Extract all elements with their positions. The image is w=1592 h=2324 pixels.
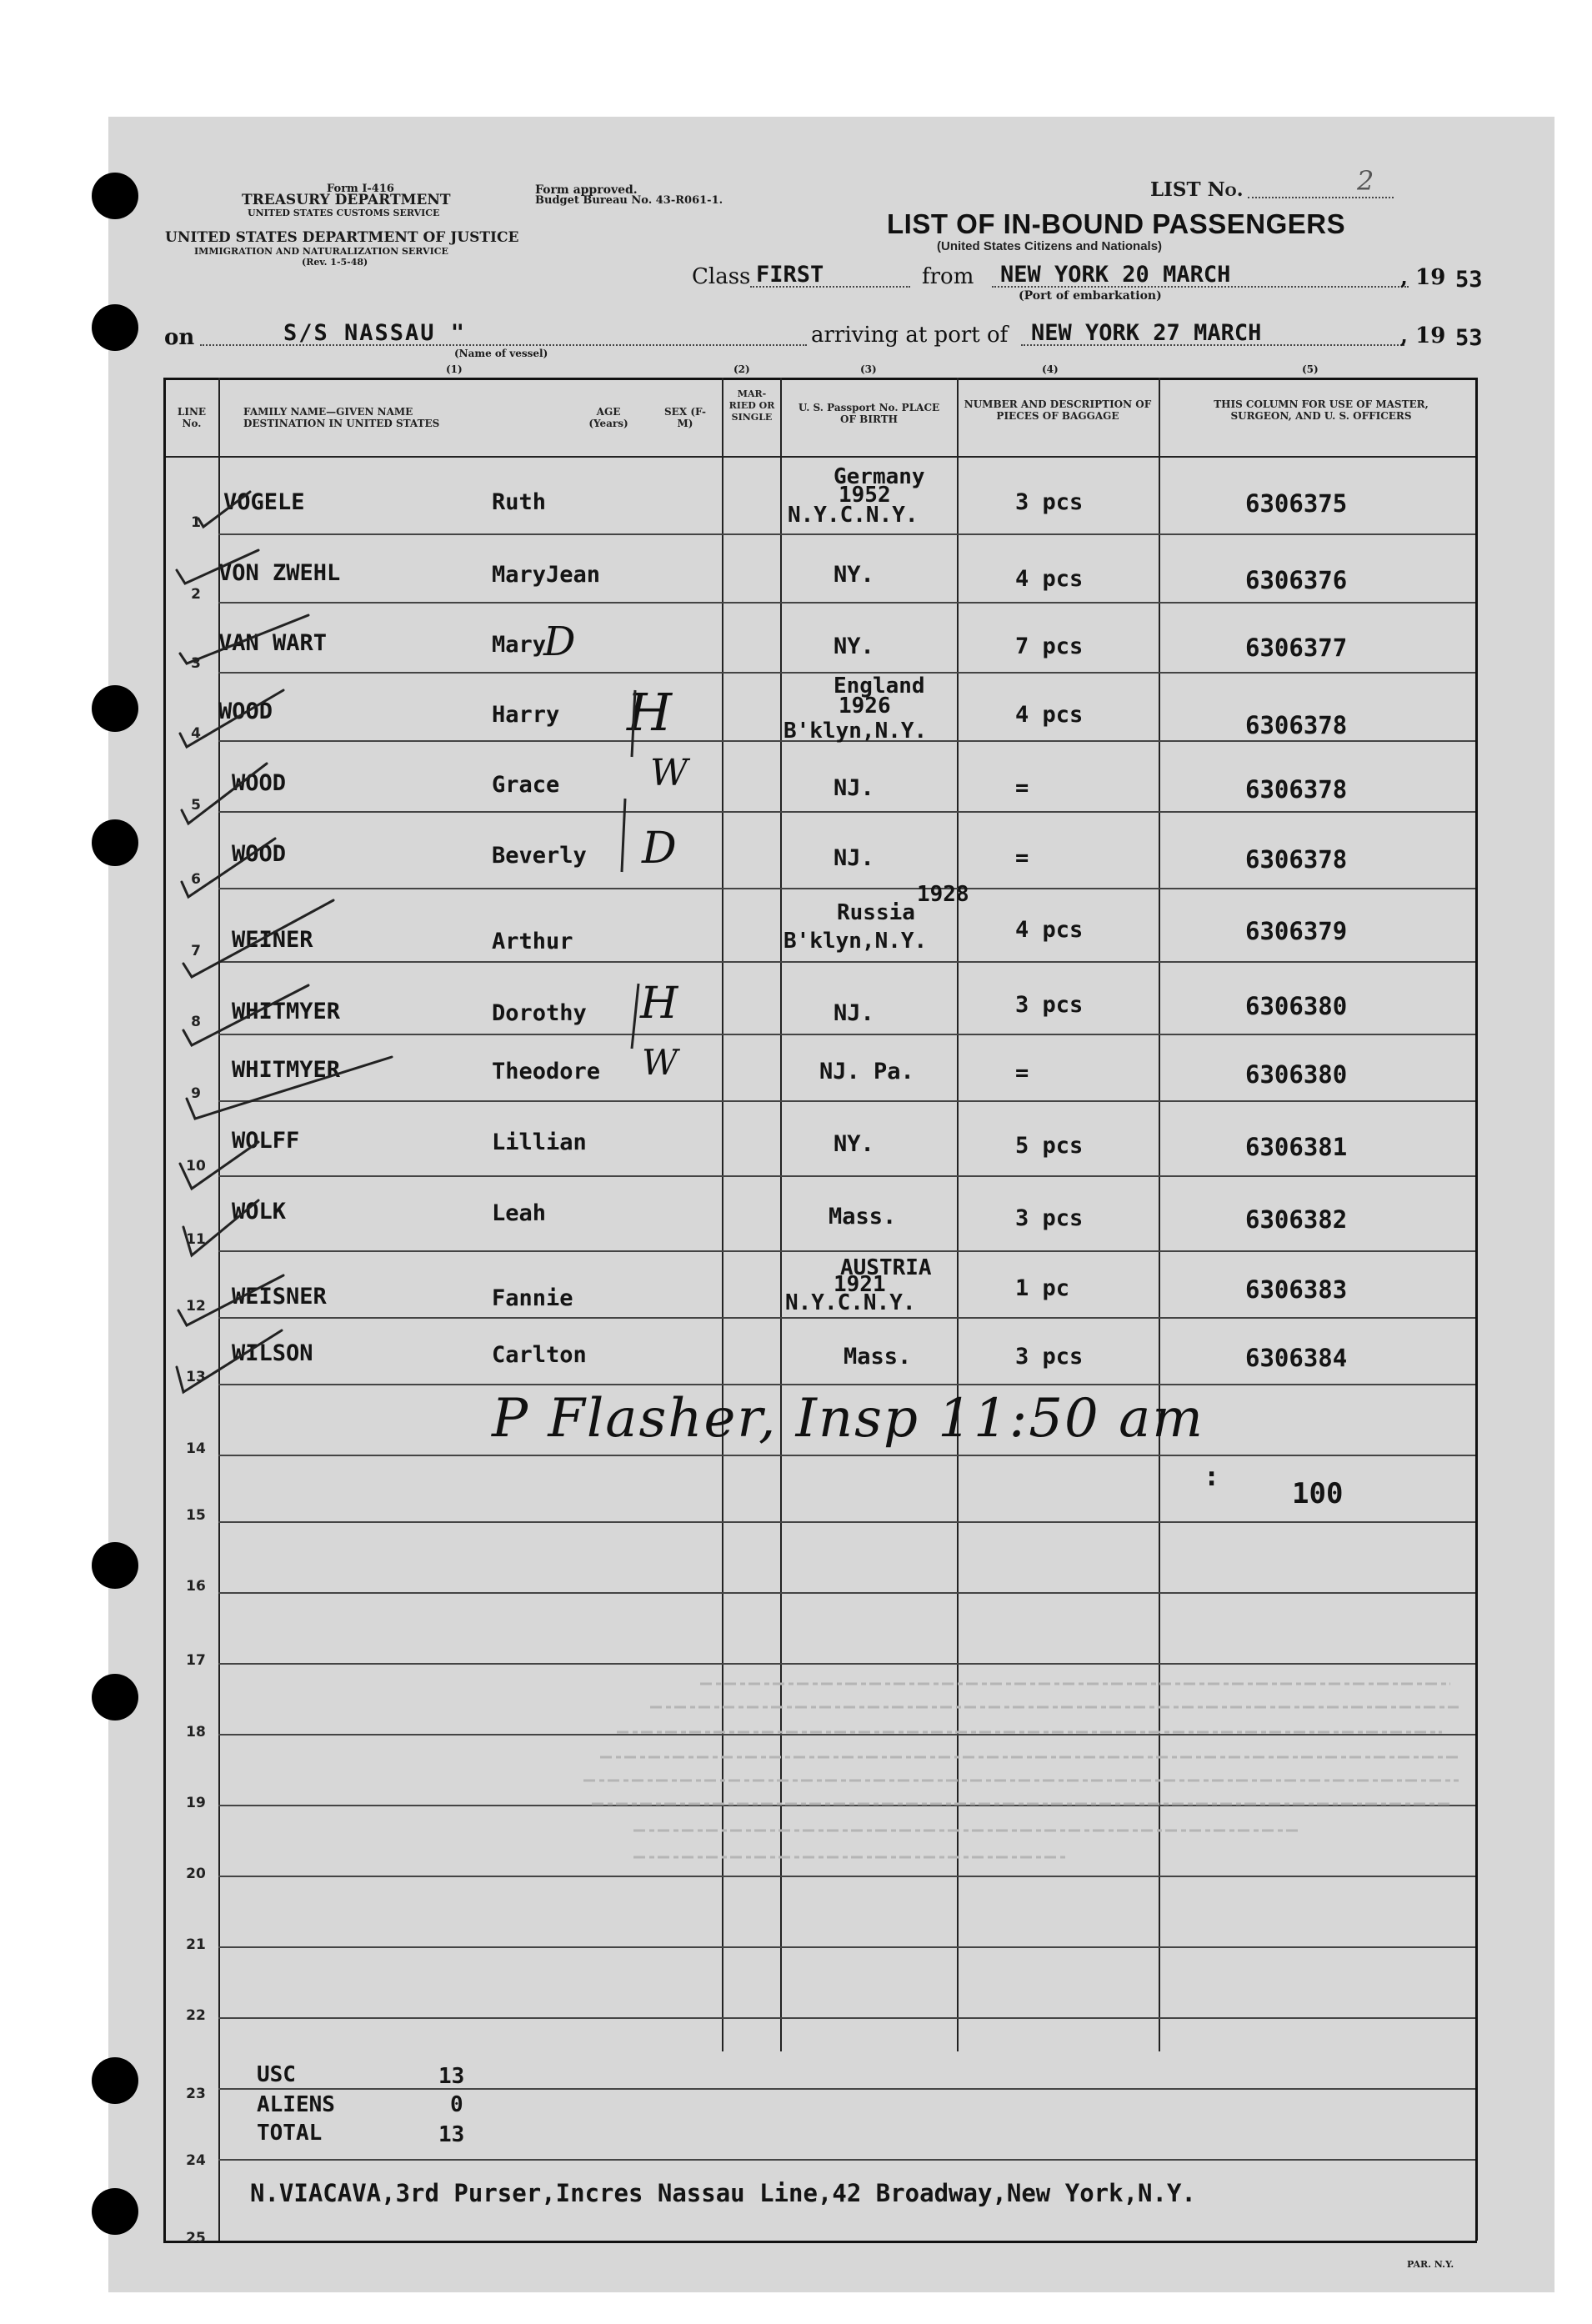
family-name: WHITMYER: [232, 1057, 341, 1083]
family-name: WEINER: [232, 927, 313, 953]
officer-number: 6306375: [1245, 489, 1348, 518]
line-number: 12: [186, 1298, 206, 1315]
family-name: VOGELE: [223, 489, 305, 515]
officer-number: 6306378: [1245, 711, 1348, 739]
revision: (Rev. 1-5-48): [302, 257, 368, 268]
officer-number: 6306378: [1245, 775, 1348, 804]
year-value-2: 53: [1455, 325, 1483, 351]
line-number: 5: [191, 797, 201, 814]
row-separator: [218, 1876, 1475, 1877]
officer-number: 6306379: [1245, 917, 1348, 945]
family-name: WOOD: [218, 699, 273, 724]
checkmark-column: [158, 467, 458, 1409]
place-of-birth: NY.: [834, 634, 874, 659]
header-officers: THIS COLUMN FOR USE OF MASTER, SURGEON, AND U. S. OFFICERS: [1214, 398, 1429, 422]
baggage: 3 pcs: [1015, 1344, 1084, 1370]
family-name: WOOD: [232, 841, 287, 867]
line-number: 1: [191, 514, 201, 531]
officer-number: 6306384: [1245, 1344, 1348, 1372]
birth-country: AUSTRIA: [840, 1255, 932, 1280]
handwritten-bracket: [617, 682, 667, 1065]
place-of-birth: NJ.: [834, 1000, 874, 1026]
given-name: Leah: [492, 1200, 547, 1226]
baggage: =: [1015, 1060, 1029, 1086]
row-separator: [218, 1663, 1475, 1665]
table-header-border: [163, 456, 1477, 458]
column-number: (1): [446, 363, 463, 375]
class-line: [750, 286, 910, 288]
bleed-through-text: [233, 1667, 1467, 1876]
family-name: WOLK: [232, 1199, 287, 1225]
line-number: 2: [191, 586, 201, 603]
line-number: 25: [186, 2230, 206, 2246]
place-of-birth: NJ.: [834, 775, 874, 801]
line-number: 4: [191, 725, 201, 742]
embarkation-caption: (Port of embarkation): [1019, 289, 1162, 303]
passport-year: 1952: [839, 483, 891, 508]
family-name: WOOD: [232, 770, 287, 796]
line-number: 6: [191, 871, 201, 888]
family-name: WEISNER: [232, 1284, 327, 1310]
column-number: (4): [1042, 363, 1059, 375]
checkmark: [180, 1142, 258, 1189]
purser-signature: N.VIACAVA,3rd Purser,Incres Nassau Line,42 Broadway,New York,N.Y.: [250, 2179, 1196, 2207]
checkmark: [180, 690, 283, 747]
row-separator: [218, 2017, 1475, 2019]
line-number: 16: [186, 1578, 206, 1595]
line-number: 22: [186, 2007, 206, 2024]
form-subtitle: (United States Citizens and Nationals): [937, 239, 1163, 253]
line-number: 24: [186, 2152, 206, 2169]
handwritten-h: H: [640, 979, 678, 1029]
line-number: 13: [186, 1369, 206, 1385]
form-title: LIST OF IN-BOUND PASSENGERS: [887, 208, 1346, 239]
officer-number: 6306380: [1245, 992, 1348, 1020]
line-number: 3: [191, 655, 201, 672]
officer-number: 6306380: [1245, 1060, 1348, 1089]
place-of-birth: NJ. Pa.: [819, 1059, 914, 1084]
binder-hole: [92, 2057, 138, 2104]
place-of-birth: Mass.: [829, 1204, 897, 1230]
column-number: (5): [1302, 363, 1319, 375]
passport-year: 1926: [839, 694, 891, 719]
from-label: from: [922, 264, 974, 289]
family-name: VON ZWEHL: [218, 560, 341, 586]
line-number: 20: [186, 1866, 206, 1882]
given-name: Ruth: [492, 489, 547, 515]
birth-country: Russia: [837, 900, 915, 925]
given-name: MaryJean: [492, 562, 601, 588]
place-of-birth: NY.: [834, 562, 874, 588]
header-name: FAMILY NAME—GIVEN NAME DESTINATION IN UNITED STATES: [243, 406, 440, 429]
handwritten-w: W: [650, 752, 688, 794]
officer-number: 6306376: [1245, 566, 1348, 594]
embarkation-value: NEW YORK 20 MARCH: [1000, 262, 1231, 288]
table-right-border: [1475, 378, 1478, 2241]
table-bottom-border: [163, 2241, 1477, 2243]
given-name: Dorothy: [492, 1000, 587, 1026]
class-value: FIRST: [756, 262, 824, 288]
row-separator: [218, 1592, 1475, 1594]
year-prefix-1: , 19: [1400, 265, 1446, 290]
embarkation-line: [992, 286, 1409, 288]
checkmark: [178, 1275, 283, 1325]
place-of-birth: NY.: [834, 1131, 874, 1157]
list-number-label: LIST No.: [1150, 178, 1244, 201]
line-number: 23: [186, 2086, 206, 2102]
given-name: Beverly: [492, 843, 587, 869]
line-number: 11: [186, 1231, 206, 1248]
baggage: 3 pcs: [1015, 489, 1084, 515]
line-number: 10: [186, 1158, 206, 1175]
birth-year: 1928: [917, 882, 969, 907]
aliens-value: 0: [450, 2092, 463, 2117]
usc-label: USC: [257, 2062, 296, 2087]
checkmark: [182, 764, 267, 824]
arrival-line: [1021, 344, 1404, 346]
checkmark: [177, 550, 258, 584]
birth-country: England: [834, 674, 925, 699]
birth-country: Germany: [834, 464, 925, 489]
row-separator: [218, 1455, 1475, 1456]
checkmark: [183, 900, 333, 977]
baggage: =: [1015, 845, 1029, 871]
column-number: (2): [733, 363, 750, 375]
printer-mark: PAR. N.Y.: [1407, 2259, 1454, 2270]
header-sex: SEX (F-M): [664, 406, 706, 429]
given-name: Lillian: [492, 1129, 587, 1155]
given-name: Carlton: [492, 1342, 587, 1368]
place-of-birth: NJ.: [834, 845, 874, 871]
given-name: Arthur: [492, 929, 573, 954]
header-line-no: LINE No.: [177, 406, 207, 429]
given-name: Mary: [492, 632, 547, 658]
line-number: 18: [186, 1724, 206, 1740]
form-approved: Form approved.: [535, 183, 638, 197]
aliens-label: ALIENS: [257, 2092, 335, 2117]
place-of-birth: N.Y.C.N.Y.: [788, 503, 919, 528]
row-separator: [218, 2159, 1475, 2161]
row-separator: [218, 1946, 1475, 1948]
given-name: Theodore: [492, 1059, 601, 1084]
baggage: 1 pc: [1015, 1275, 1070, 1301]
year-prefix-2: , 19: [1400, 323, 1446, 348]
given-name: Fannie: [492, 1285, 573, 1311]
baggage: 4 pcs: [1015, 566, 1084, 592]
header-baggage: NUMBER AND DESCRIPTION OF PIECES OF BAGGAGE: [964, 398, 1152, 422]
ins-label: IMMIGRATION AND NATURALIZATION SERVICE: [194, 246, 448, 257]
line-number: 8: [191, 1014, 201, 1030]
given-name: Grace: [492, 772, 560, 798]
header-age: AGE (Years): [588, 406, 628, 429]
row-separator: [218, 2088, 1475, 2090]
binder-hole: [92, 304, 138, 351]
customs-service: UNITED STATES CUSTOMS SERVICE: [248, 208, 440, 218]
column-number: (3): [860, 363, 877, 375]
family-name: WILSON: [232, 1340, 313, 1366]
vessel-line: [200, 344, 807, 346]
baggage: =: [1015, 775, 1029, 801]
binder-hole: [92, 1542, 138, 1589]
total-label: TOTAL: [257, 2121, 323, 2146]
vessel-name: S/S NASSAU ": [283, 320, 467, 346]
on-label: on: [164, 325, 195, 350]
row-separator: [218, 1521, 1475, 1523]
checkmark: [180, 615, 308, 664]
count-100: 100: [1292, 1477, 1344, 1510]
officer-number: 6306383: [1245, 1275, 1348, 1304]
family-name: WHITMYER: [232, 999, 341, 1024]
officer-number: 6306381: [1245, 1133, 1348, 1161]
handwritten-d: D: [543, 619, 576, 665]
baggage: 5 pcs: [1015, 1133, 1084, 1159]
checkmark: [187, 1057, 392, 1119]
baggage: 7 pcs: [1015, 634, 1084, 659]
handwritten-h: H: [627, 682, 673, 743]
line-number: 21: [186, 1936, 206, 1953]
officer-number: 6306378: [1245, 845, 1348, 874]
handwritten-d: D: [642, 824, 677, 874]
form-number: Form I-416: [327, 183, 394, 195]
baggage: 3 pcs: [1015, 992, 1084, 1018]
family-name: VAN WART: [218, 630, 328, 656]
list-number-line: [1248, 197, 1394, 198]
table-top-border: [163, 378, 1477, 380]
place-of-birth: B'klyn,N.Y.: [783, 929, 928, 954]
binder-hole: [92, 819, 138, 866]
line-number: 7: [191, 943, 201, 959]
place-of-birth: B'klyn,N.Y.: [783, 719, 928, 744]
vessel-caption: (Name of vessel): [454, 348, 548, 359]
colon-mark: :: [1204, 1460, 1220, 1492]
year-value-1: 53: [1455, 267, 1483, 293]
class-label: Class: [692, 264, 751, 289]
header-married: MAR- RIED OR SINGLE: [728, 388, 775, 423]
budget-bureau: Budget Bureau No. 43-R061-1.: [535, 194, 723, 207]
binder-hole: [92, 173, 138, 219]
baggage: 4 pcs: [1015, 702, 1084, 728]
officer-number: 6306382: [1245, 1205, 1348, 1234]
department-of-justice: UNITED STATES DEPARTMENT OF JUSTICE: [165, 229, 519, 246]
arrival-value: NEW YORK 27 MARCH: [1031, 320, 1262, 346]
family-name: WOLFF: [232, 1128, 300, 1154]
usc-value: 13: [438, 2064, 465, 2089]
line-number: 14: [186, 1440, 206, 1457]
inspector-note: P Flasher, Insp 11:50 am: [492, 1388, 1204, 1450]
checkmark: [183, 985, 308, 1045]
given-name: Harry: [492, 702, 560, 728]
baggage: 4 pcs: [1015, 917, 1084, 943]
handwritten-w: W: [642, 1042, 678, 1083]
arriving-label: arriving at port of: [811, 323, 1009, 348]
header-passport: U. S. Passport No. PLACE OF BIRTH: [798, 402, 940, 425]
binder-hole: [92, 685, 138, 732]
checkmark: [198, 492, 250, 527]
passport-year: 1921: [834, 1272, 886, 1297]
checkmark: [182, 839, 275, 897]
list-number-value: 2: [1357, 165, 1374, 197]
binder-hole: [92, 1674, 138, 1720]
line-number: 9: [191, 1085, 201, 1102]
total-value: 13: [438, 2122, 465, 2147]
line-number: 15: [186, 1507, 206, 1524]
treasury-department: TREASURY DEPARTMENT: [242, 192, 451, 208]
baggage: 3 pcs: [1015, 1205, 1084, 1231]
officer-number: 6306377: [1245, 634, 1348, 662]
place-of-birth: Mass.: [844, 1344, 912, 1370]
checkmark: [177, 1330, 282, 1392]
line-number: 19: [186, 1795, 206, 1811]
place-of-birth: N.Y.C.N.Y.: [785, 1290, 916, 1315]
line-number: 17: [186, 1652, 206, 1669]
checkmark: [183, 1200, 258, 1255]
binder-hole: [92, 2188, 138, 2235]
